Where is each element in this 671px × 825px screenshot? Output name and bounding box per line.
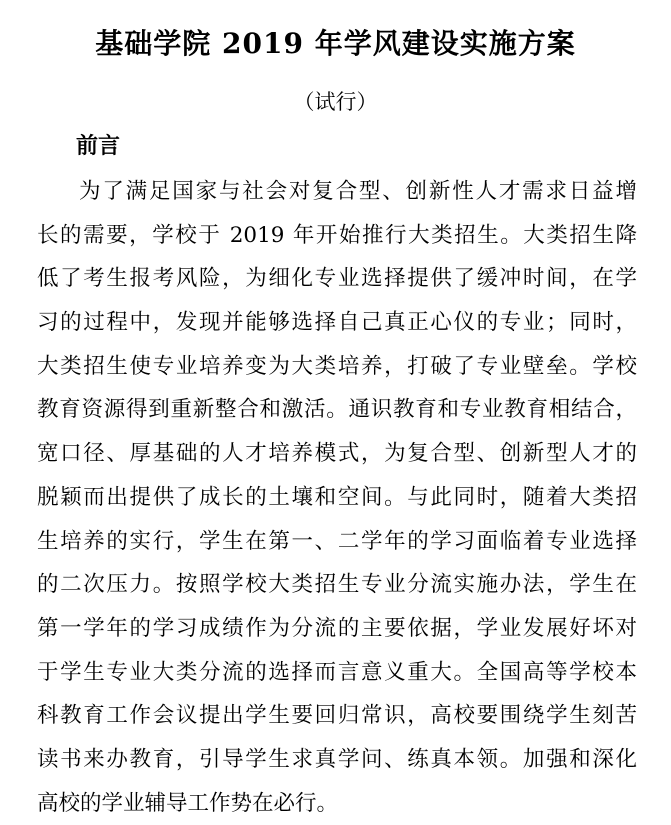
section-heading-preface: 前言 xyxy=(76,133,121,159)
paragraph-line: 读书来办教育，引导学生求真学问、练真本领。加强和深化 xyxy=(37,746,637,772)
paragraph-line: 低了考生报考风险，为细化专业选择提供了缓冲时间，在学 xyxy=(37,266,637,292)
document-title: 基础学院 2019 年学风建设实施方案 xyxy=(95,27,576,60)
paragraph-line: 科教育工作会议提出学生要回归常识，高校要围绕学生刻苦 xyxy=(37,703,637,729)
paragraph-line: 于学生专业大类分流的选择而言意义重大。全国高等学校本 xyxy=(37,659,637,685)
paragraph-line: 生培养的实行，学生在第一、二学年的学习面临着专业选择 xyxy=(37,528,637,554)
paragraph-line: 教育资源得到重新整合和激活。通识教育和专业教育相结合， xyxy=(37,397,637,423)
paragraph-line: 脱颖而出提供了成长的土壤和空间。与此同时，随着大类招 xyxy=(37,484,637,510)
paragraph-line: 习的过程中，发现并能够选择自己真正心仪的专业；同时， xyxy=(37,310,637,336)
document-subtitle: （试行） xyxy=(293,90,378,114)
paragraph-line: 的二次压力。按照学校大类招生专业分流实施办法，学生在 xyxy=(37,572,637,598)
paragraph-line: 高校的学业辅导工作势在必行。 xyxy=(37,790,339,816)
paragraph-line: 长的需要，学校于 2019 年开始推行大类招生。大类招生降 xyxy=(37,222,637,248)
paragraph-line: 为了满足国家与社会对复合型、创新性人才需求日益增 xyxy=(79,179,637,204)
preface-paragraph xyxy=(37,170,637,825)
paragraph-line: 大类招生使专业培养变为大类培养，打破了专业壁垒。学校 xyxy=(37,353,637,379)
paragraph-line: 宽口径、厚基础的人才培养模式，为复合型、创新型人才的 xyxy=(37,441,637,467)
paragraph-line: 第一学年的学习成绩作为分流的主要依据，学业发展好坏对 xyxy=(37,615,637,641)
